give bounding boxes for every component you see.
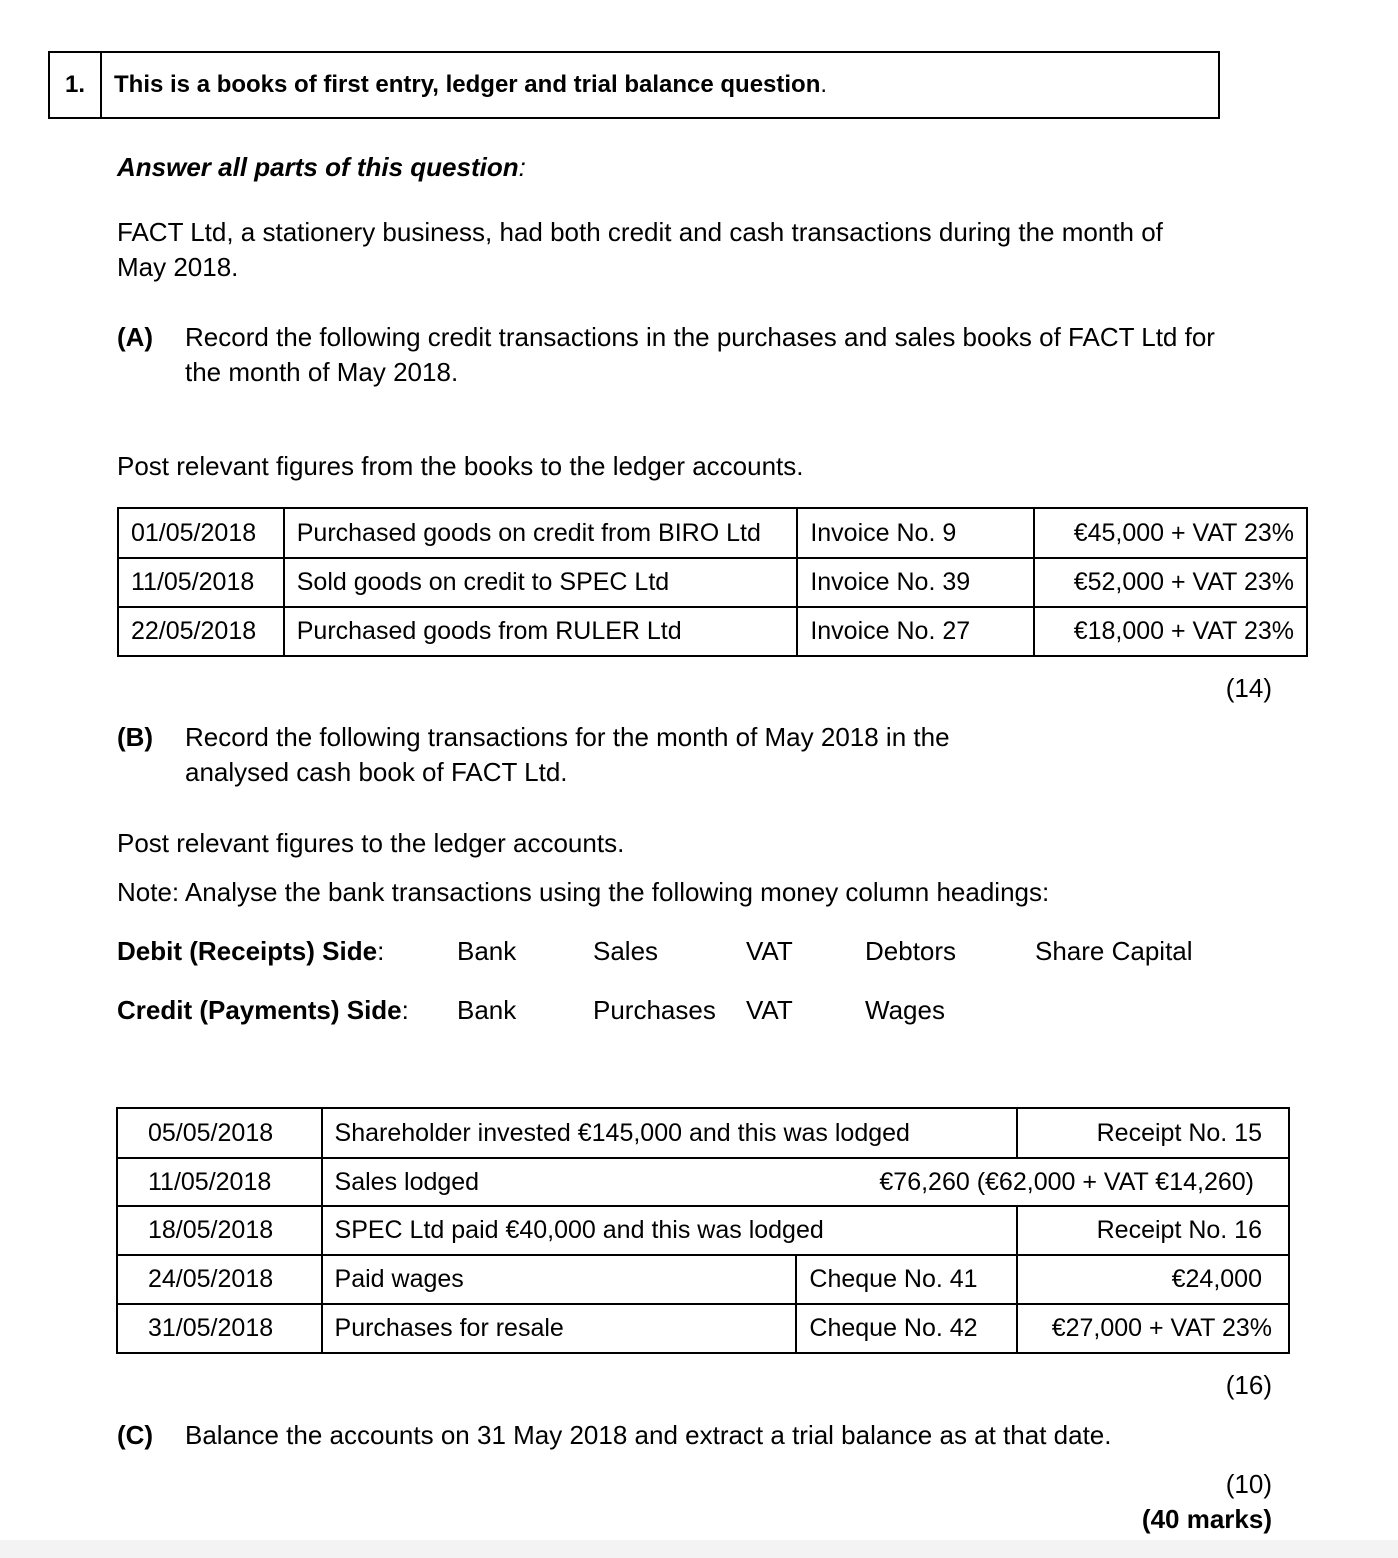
part-b-note: Note: Analyse the bank transactions using the following money column headings: — [117, 877, 1050, 907]
part-c-marks: (10) — [1225, 1469, 1272, 1499]
part-a-line-1: Record the following credit transactions in the purchases and sales books of FACT Ltd for — [185, 322, 1215, 352]
instruction-text: Answer all parts of this question — [117, 152, 519, 182]
intro-line-1: FACT Ltd, a stationery business, had both credit and cash transactions during the month of — [117, 217, 1163, 247]
question-header — [48, 51, 1220, 119]
row-description: Paid wages — [322, 1255, 797, 1304]
intro-line-2: May 2018. — [117, 252, 239, 282]
part-a-label: (A) — [117, 322, 154, 352]
debit-col-debtors: Debtors — [865, 936, 957, 966]
table-row — [117, 1255, 1289, 1304]
table-row — [117, 1108, 1289, 1158]
row-reference: Invoice No. 9 — [797, 508, 1034, 558]
part-a-marks: (14) — [1225, 673, 1272, 703]
row-reference: Cheque No. 41 — [796, 1255, 1017, 1304]
credit-col-wages: Wages — [865, 995, 945, 1025]
row-date: 18/05/2018 — [117, 1206, 322, 1255]
table-row — [118, 607, 1307, 656]
part-b-label: (B) — [117, 722, 154, 752]
part-a-table — [117, 507, 1308, 657]
row-date: 31/05/2018 — [117, 1304, 322, 1353]
row-date: 24/05/2018 — [117, 1255, 322, 1304]
row-date: 22/05/2018 — [118, 607, 284, 656]
credit-side-colon: : — [401, 995, 409, 1025]
part-b-post: Post relevant figures to the ledger accounts. — [117, 828, 625, 858]
row-amount: €52,000 + VAT 23% — [1034, 558, 1307, 607]
table-row — [118, 558, 1307, 607]
part-b-marks: (16) — [1225, 1370, 1272, 1400]
row-amount: €18,000 + VAT 23% — [1034, 607, 1307, 656]
credit-col-purchases: Purchases — [593, 995, 716, 1025]
total-marks: (40 marks) — [1141, 1504, 1272, 1534]
row-amount: €24,000 — [1017, 1255, 1289, 1304]
row-amount: Receipt No. 15 — [1017, 1108, 1289, 1158]
credit-col-bank: Bank — [457, 995, 517, 1025]
part-b-line-1: Record the following transactions for the month of May 2018 in the — [185, 722, 950, 752]
row-date: 05/05/2018 — [117, 1108, 322, 1158]
row-amount: €76,260 (€62,000 + VAT €14,260) — [796, 1158, 1289, 1206]
question-title — [114, 53, 827, 117]
debit-col-vat: VAT — [746, 936, 793, 966]
table-row — [117, 1206, 1289, 1255]
credit-col-vat: VAT — [746, 995, 793, 1025]
row-date: 01/05/2018 — [118, 508, 284, 558]
page-bottom-edge — [0, 1540, 1398, 1558]
row-date: 11/05/2018 — [118, 558, 284, 607]
row-amount: Receipt No. 16 — [1017, 1206, 1289, 1255]
part-a-post: Post relevant figures from the books to the ledger accounts. — [117, 451, 804, 481]
debit-side-label-text: Debit (Receipts) Side — [117, 936, 378, 966]
credit-side-label — [117, 995, 409, 1026]
debit-side-colon: : — [377, 936, 385, 966]
table-row — [117, 1304, 1289, 1353]
row-reference: Invoice No. 39 — [797, 558, 1034, 607]
instruction-colon: : — [518, 152, 526, 182]
row-description: Shareholder invested €145,000 and this was lodged — [322, 1108, 1018, 1158]
debit-col-share-capital: Share Capital — [1035, 936, 1193, 966]
debit-side-label — [117, 936, 384, 967]
part-b-line-2: analysed cash book of FACT Ltd. — [185, 757, 568, 787]
part-c-label: (C) — [117, 1420, 154, 1450]
question-number: 1. — [50, 53, 102, 117]
part-c-text: Balance the accounts on 31 May 2018 and extract a trial balance as at that date. — [185, 1420, 1112, 1450]
row-description: Purchased goods from RULER Ltd — [284, 607, 798, 656]
table-row — [118, 508, 1307, 558]
row-description: Sales lodged — [322, 1158, 797, 1206]
row-description: Sold goods on credit to SPEC Ltd — [284, 558, 798, 607]
row-date: 11/05/2018 — [117, 1158, 322, 1206]
table-row — [117, 1158, 1289, 1206]
instruction — [117, 152, 526, 183]
credit-side-label-text: Credit (Payments) Side — [117, 995, 402, 1025]
row-amount: €45,000 + VAT 23% — [1034, 508, 1307, 558]
debit-col-sales: Sales — [593, 936, 659, 966]
row-description: SPEC Ltd paid €40,000 and this was lodged — [322, 1206, 1018, 1255]
row-reference: Invoice No. 27 — [797, 607, 1034, 656]
part-b-table — [116, 1107, 1290, 1354]
row-reference: Cheque No. 42 — [796, 1304, 1017, 1353]
row-description: Purchases for resale — [322, 1304, 797, 1353]
part-a-line-2: the month of May 2018. — [185, 357, 459, 387]
debit-col-bank: Bank — [457, 936, 517, 966]
row-amount: €27,000 + VAT 23% — [1017, 1304, 1289, 1353]
row-description: Purchased goods on credit from BIRO Ltd — [284, 508, 798, 558]
question-title-end: . — [820, 71, 828, 98]
question-title-text: This is a books of first entry, ledger and trial balance question — [114, 71, 821, 98]
